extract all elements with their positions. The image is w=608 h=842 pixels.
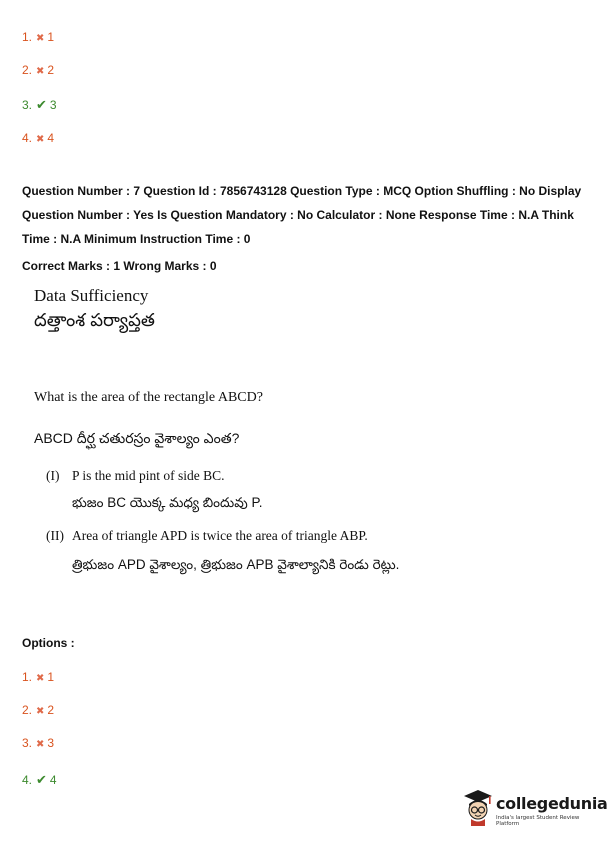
- option-number: 1.: [22, 30, 33, 44]
- marks-info: Correct Marks : 1 Wrong Marks : 0: [22, 259, 217, 273]
- prev-option-4: [22, 131, 54, 145]
- section-title-te: దత్తాంశ పర్యాప్తత: [34, 310, 155, 330]
- statement-text: P is the mid pint of side BC.: [72, 468, 225, 483]
- option-number: 4.: [22, 131, 33, 145]
- brand-name: collegedunia: [496, 794, 608, 813]
- statement-number: (II): [46, 528, 64, 543]
- option-number: 1.: [22, 670, 33, 684]
- cross-icon: ✖: [36, 706, 45, 717]
- prev-option-2: [22, 63, 54, 77]
- option-2[interactable]: [22, 703, 54, 717]
- cross-icon: ✖: [36, 673, 45, 684]
- option-number: 3.: [22, 98, 33, 112]
- option-1[interactable]: [22, 670, 54, 684]
- option-number: 2.: [22, 703, 33, 717]
- option-value: 3: [47, 736, 55, 750]
- question-text-en: What is the area of the rectangle ABCD?: [34, 390, 263, 405]
- check-icon: ✔: [36, 97, 47, 112]
- option-number: 4.: [22, 773, 33, 787]
- question-text-te: ABCD దీర్ఘ చతురస్రం వైశాల్యం ఎంత?: [34, 430, 240, 446]
- option-number: 2.: [22, 63, 33, 77]
- statement-1-te: భుజం BC యొక్క మధ్య బిందువు P.: [72, 495, 263, 510]
- prev-option-1: [22, 30, 54, 44]
- option-value: 3: [49, 98, 57, 112]
- option-value: 4: [47, 131, 55, 145]
- statement-text: Area of triangle APD is twice the area of triangle ABP.: [72, 528, 368, 543]
- option-4[interactable]: [22, 772, 57, 788]
- check-icon: ✔: [36, 772, 47, 787]
- statement-number: (I): [46, 468, 60, 483]
- section-title-en: Data Sufficiency: [34, 286, 149, 305]
- option-number: 3.: [22, 736, 33, 750]
- statement-1-en: [46, 468, 225, 484]
- cross-icon: ✖: [36, 66, 45, 77]
- question-metadata: Question Number : 7 Question Id : 7856743128 Question Type : MCQ Option Shuffling : No Display Question Number : Yes Is Question Mandatory : No Calculator : None Response Time : N.A Think Time : N.A Minimum Instruction Time : 0: [22, 184, 582, 246]
- cross-icon: ✖: [36, 33, 45, 44]
- option-3[interactable]: [22, 736, 54, 750]
- cross-icon: ✖: [36, 739, 45, 750]
- option-value: 2: [47, 703, 55, 717]
- option-value: 4: [49, 773, 57, 787]
- options-heading: Options :: [22, 636, 75, 650]
- cross-icon: ✖: [36, 134, 45, 145]
- option-value: 2: [47, 63, 55, 77]
- option-value: 1: [47, 30, 55, 44]
- statement-2-te: త్రిభుజం APD వైశాల్యం, త్రిభుజం APB వైశాల్యానికి రెండు రెట్లు.: [72, 557, 400, 572]
- statement-2-en: [46, 528, 368, 544]
- student-mascot-icon: [462, 788, 494, 826]
- collegedunia-logo: [462, 788, 608, 828]
- option-value: 1: [47, 670, 55, 684]
- prev-option-3: [22, 97, 57, 113]
- brand-tagline: India's largest Student Review Platform: [496, 815, 580, 827]
